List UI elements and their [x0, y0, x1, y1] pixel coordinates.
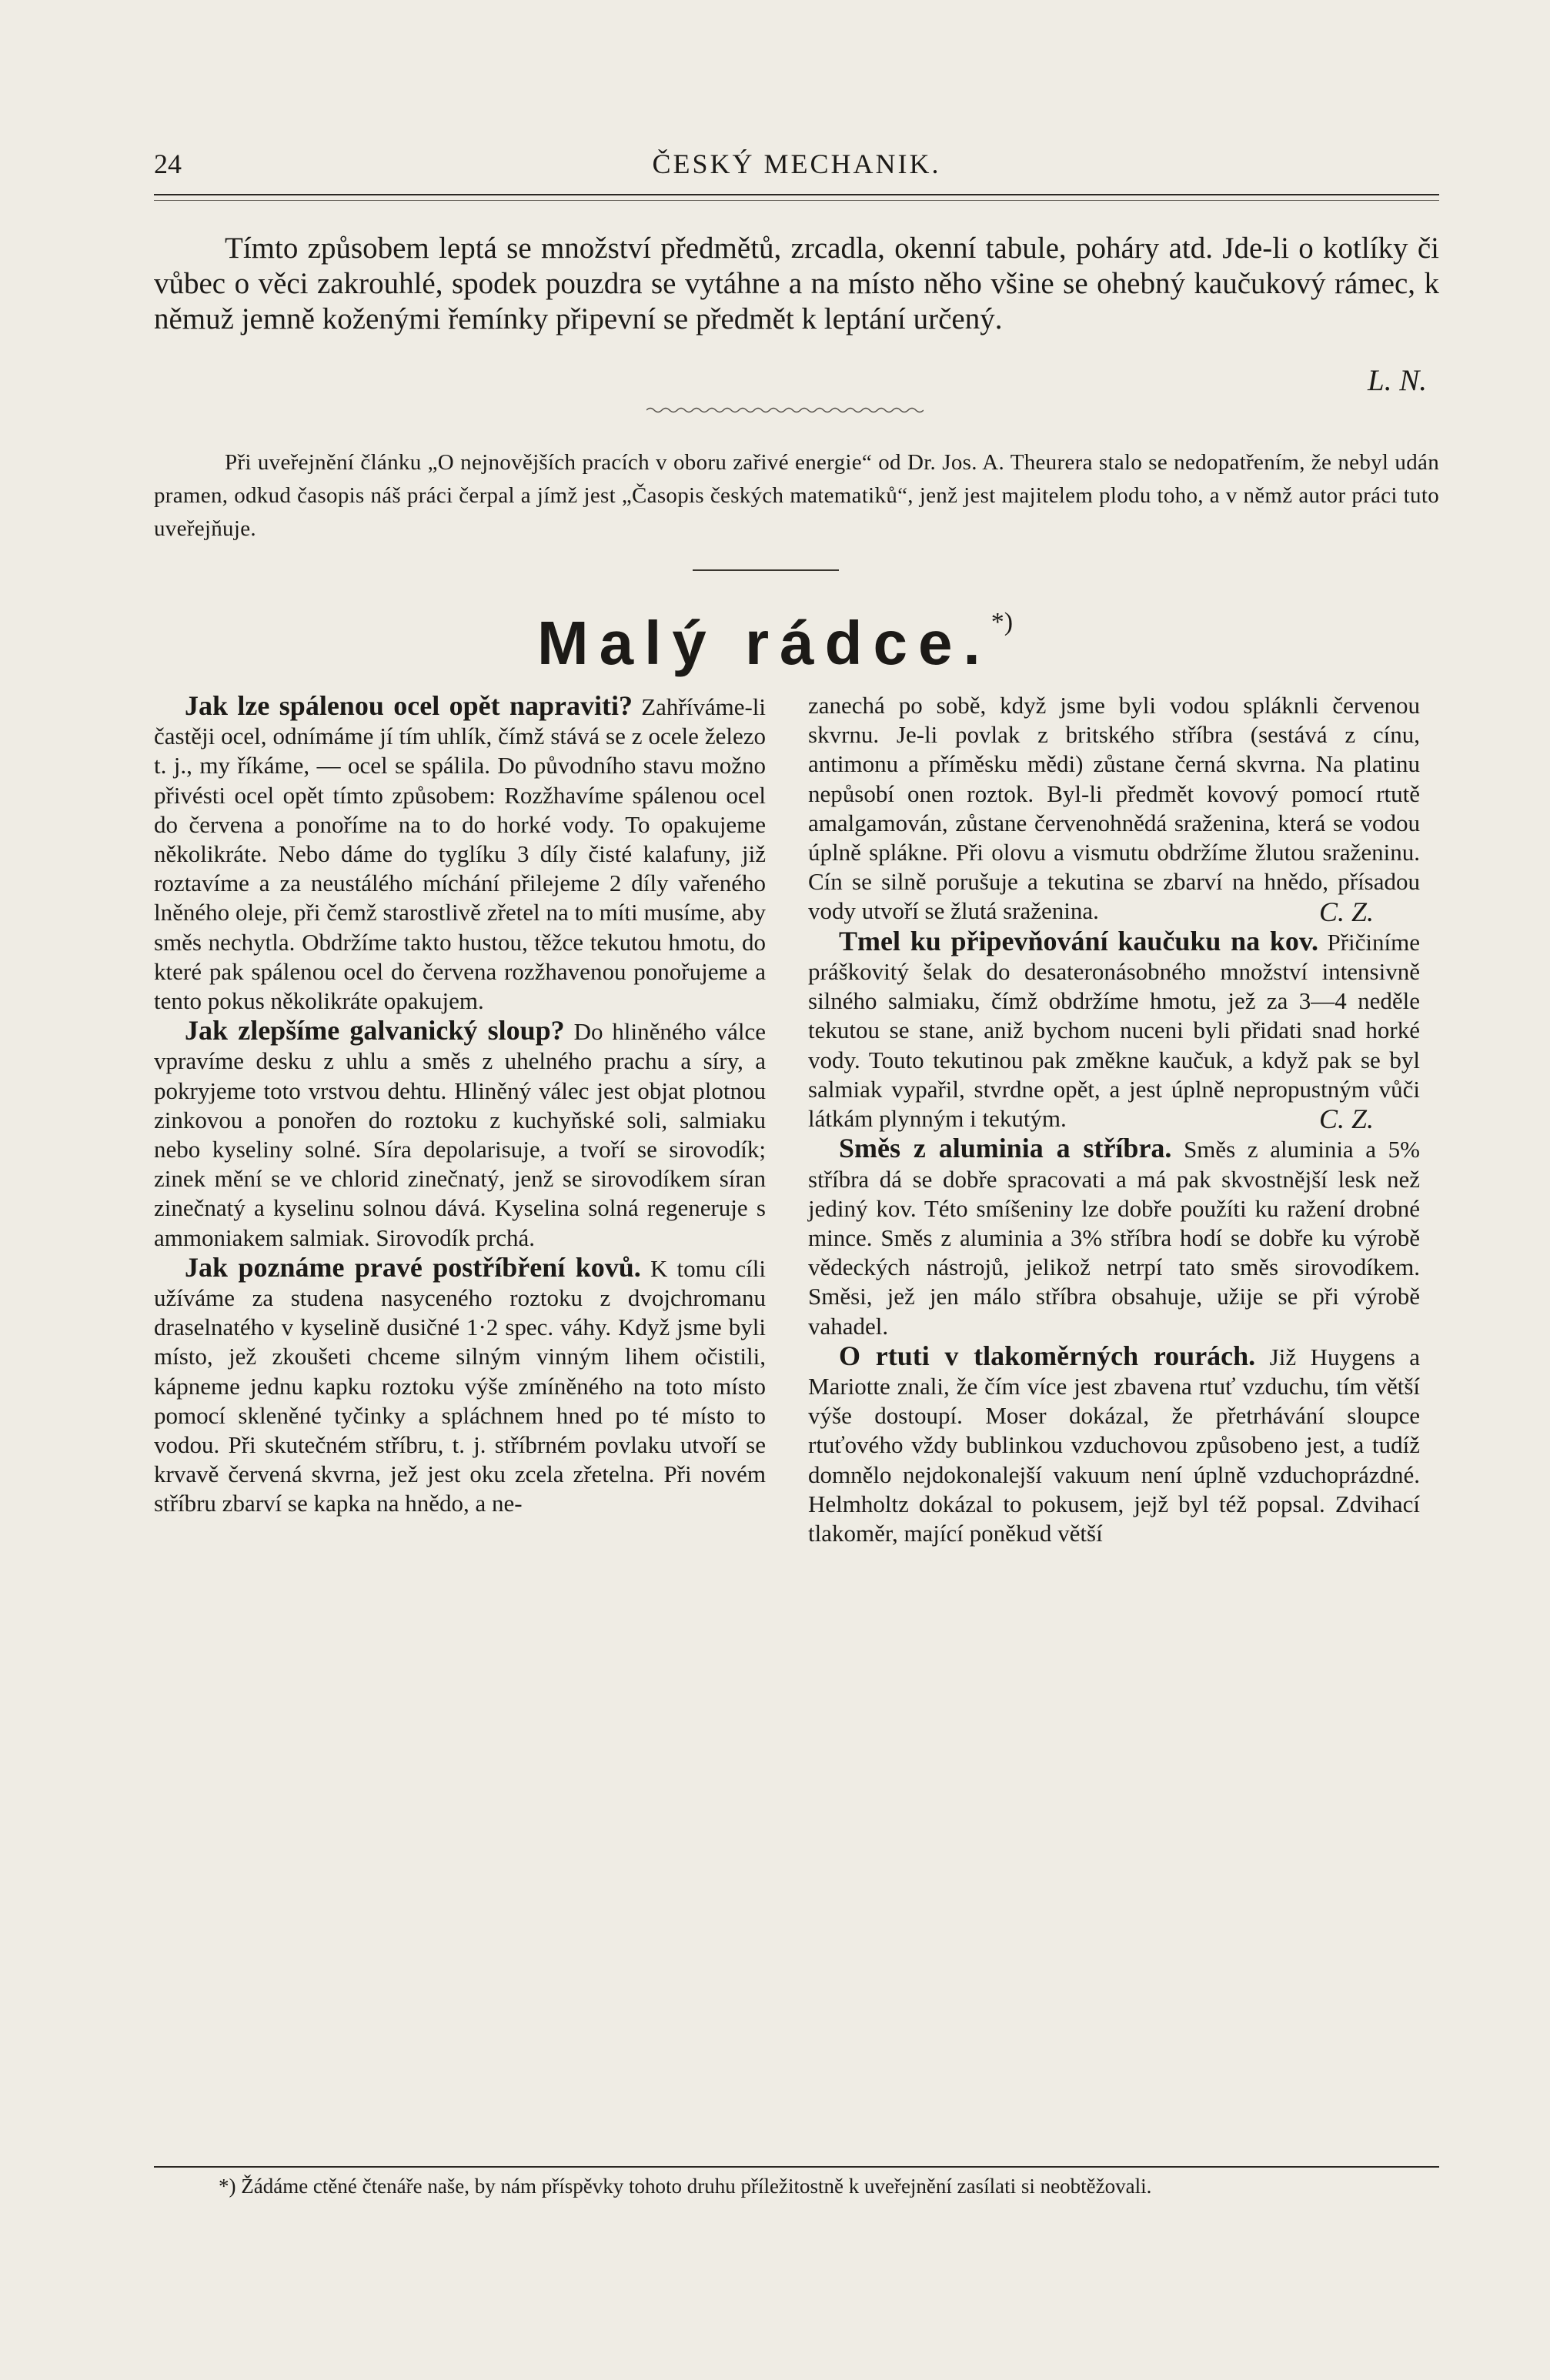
- editorial-note: [154, 446, 1439, 546]
- article-title: O rtuti v tlakoměrných rourách.: [839, 1340, 1256, 1371]
- section-heading: [0, 608, 1550, 679]
- footnote-rule: [154, 2166, 1439, 2168]
- intro-text: Tímto způsobem leptá se množství předmětů, zrcadla, okenní tabule, poháry atd. Jde-li o kotlíky či vůbec o věci zakrouhlé, spodek pouzdra se vytáhne a na místo něho všine se ohebný kaučukový rámec, k němuž jemně koženými řemínky připevní se předmět k leptání určený.: [154, 232, 1439, 335]
- article-1: [154, 691, 766, 1016]
- wavy-divider: [646, 406, 924, 414]
- section-title: Malý rádce.: [536, 609, 991, 677]
- article-author: C. Z.: [1318, 1103, 1374, 1135]
- page-header: [154, 148, 1439, 186]
- header-rule: [154, 194, 1439, 195]
- article-title: Jak poznáme pravé postříbření kovů.: [185, 1251, 641, 1283]
- article-continuation: [808, 691, 1420, 926]
- footnote-mark: *): [990, 608, 1014, 636]
- intro-signature: L. N.: [1368, 364, 1427, 397]
- article-body: K tomu cíli užíváme za studena nasyceného roztoku z dvojchromanu draselnatého v kyselině dusičné 1·2 spec. váhy. Když jsme byli místo, jež zkoušeti chceme silným vinným lihem očistili, kápneme jednu kapku roztoku výše zmíněného na toto místo pomocí skleněné tyčinky a spláchnem hned po té místo to vodou. Při skutečném stříbru, t. j. stříbrném povlaku utvoří se krvavě červená skvrna, jež jest oku zcela zřetelna. Při novém stříbru zbarví se kapka na hnědo, a ne-: [154, 1254, 767, 1517]
- article-title: Směs z aluminia a stříbra.: [839, 1133, 1172, 1164]
- article-body: Zahříváme-li častěji ocel, odnímáme jí tím uhlík, čímž stává se z ocele železo t. j., my říkáme, — ocel se spálila. Do původního stavu možno přivésti ocel opět tímto způsobem: Rozžhavíme spálenou ocel do červena a ponoříme na to do horké vody. To opakujeme několikráte. Nebo dáme do tyglíku 3 díly čisté kalafuny, již roztavíme a za neustálého míchání přilejeme 2 díly vařeného lněného oleje, při čemž starostlivě zřetel na to míti musíme, aby směs nechytla. Obdržíme takto hustou, těžce tekutou hmotu, do které pak spálenou ocel do červena rozžhavenou ponořujeme a tento pokus několikráte opakujem.: [154, 693, 766, 1015]
- footnote: [154, 2171, 1439, 2201]
- article-body: Směs z aluminia a 5% stříbra dá se dobře spracovati a má pak skvostnější lesk než jediný kov. Této smíšeniny lze dobře použíti ku ražení drobné mince. Směs z aluminia a 3% stříbra hodí se dobře ku výrobě vědeckých nástrojů, jelikož netrpí tato směs sirovodíkem. Směsi, jež jen málo stříbra obsahuje, užije se při výrobě vahadel.: [808, 1136, 1420, 1340]
- page-number: 24: [154, 149, 182, 179]
- footnote-text: *) Žádáme ctěné čtenáře naše, by nám příspěvky tohoto druhu příležitostně k uveřejnění zasílati si neobtěžovali.: [219, 2175, 1152, 2198]
- article-5: [808, 1133, 1420, 1340]
- section-divider: [693, 569, 839, 571]
- article-body: Přičiníme práškovitý šelak do desateronásobného množství intensivně silného salmiaku, čímž obdržíme hmotu, jež za 3—4 neděle tekutou se stane, aniž bychom nuceni byli přidati snad horké vody. Touto tekutinou pak změkne kaučuk, a když pak se byl salmiak vypařil, stvrdne opět, a jest úplně nepropustným vůči látkám plynným i tekutým.: [808, 928, 1420, 1133]
- header-rule-thin: [154, 200, 1439, 201]
- article-4: [808, 926, 1420, 1133]
- intro-paragraph: [154, 231, 1439, 337]
- article-6: [808, 1341, 1420, 1548]
- article-body: zanechá po sobě, když jsme byli vodou spláknli červenou skvrnu. Je-li povlak z britského stříbra (sestává z cínu, antimonu a příměsku mědi) zůstane černá skvrna. Na platinu nepůsobí onen roztok. Byl-li předmět kovový pomocí rtutě amalgamován, zůstane červenohnědá sraženina, která se vodou úplně spláknе. Při olovu a vismutu obdržíme žlutou sraženinu. Cín se silně porušuje a tekutina se zbarví na hnědo, přísadou vody utvoří se žlutá sraženina.: [808, 692, 1420, 925]
- left-column: [154, 691, 766, 1519]
- article-body: Již Huygens a Mariotte znali, že čím více jest zbavena rtuť vzduchu, tím větší výše dostoupí. Moser dokázal, že přetrhávání sloupce rtuťového vždy bublinkou vzduchovou způsobeno jest, a tudíž domnělo nejdokonalejší vakuum není úplně vzduchoprázdné. Helmholtz dokázal to pokusem, jejž byl též popsal. Zdvihací tlakoměr, mající poněkud větší: [808, 1343, 1421, 1547]
- editorial-note-text: Při uveřejnění článku „O nejnovějších pracích v oboru zařivé energie“ od Dr. Jos. A. Theurera stalo se nedopatřením, že nebyl udán pramen, odkud časopis náš práci čerpal a jímž jest „Časopis českých matematiků“, jenž jest majitelem plodu toho, a v němž autor práci tuto uveřejňuje.: [154, 450, 1439, 541]
- article-body: Do hliněného válce vpravíme desku z uhlu a směs z uhelného prachu a síry, a pokryjeme toto vrstvou dehtu. Hliněný válec jest objat plotnou zinkovou a ponořen do roztoku z kuchyňské soli, salmiaku nebo kyseliny solné. Síra depolarisuje, a tvoří se sirovodík; zinek mění se ve chlorid zinečnatý, jenž se sirovodíkem síran zinečnatý a kyselinu solnou dává. Kyselina solná regeneruje s ammoniakem salmiak. Sirovodík prchá.: [154, 1018, 767, 1251]
- article-author: C. Z.: [1318, 896, 1374, 927]
- article-3: [154, 1253, 766, 1519]
- article-2: [154, 1016, 766, 1253]
- right-column: [808, 691, 1420, 1548]
- journal-title: ČESKÝ MECHANIK.: [652, 149, 941, 179]
- article-title: Jak lze spálenou ocel opět napraviti?: [185, 690, 633, 721]
- article-title: Tmel ku připevňování kaučuku na kov.: [839, 925, 1318, 956]
- article-title: Jak zlepšíme galvanický sloup?: [185, 1015, 565, 1046]
